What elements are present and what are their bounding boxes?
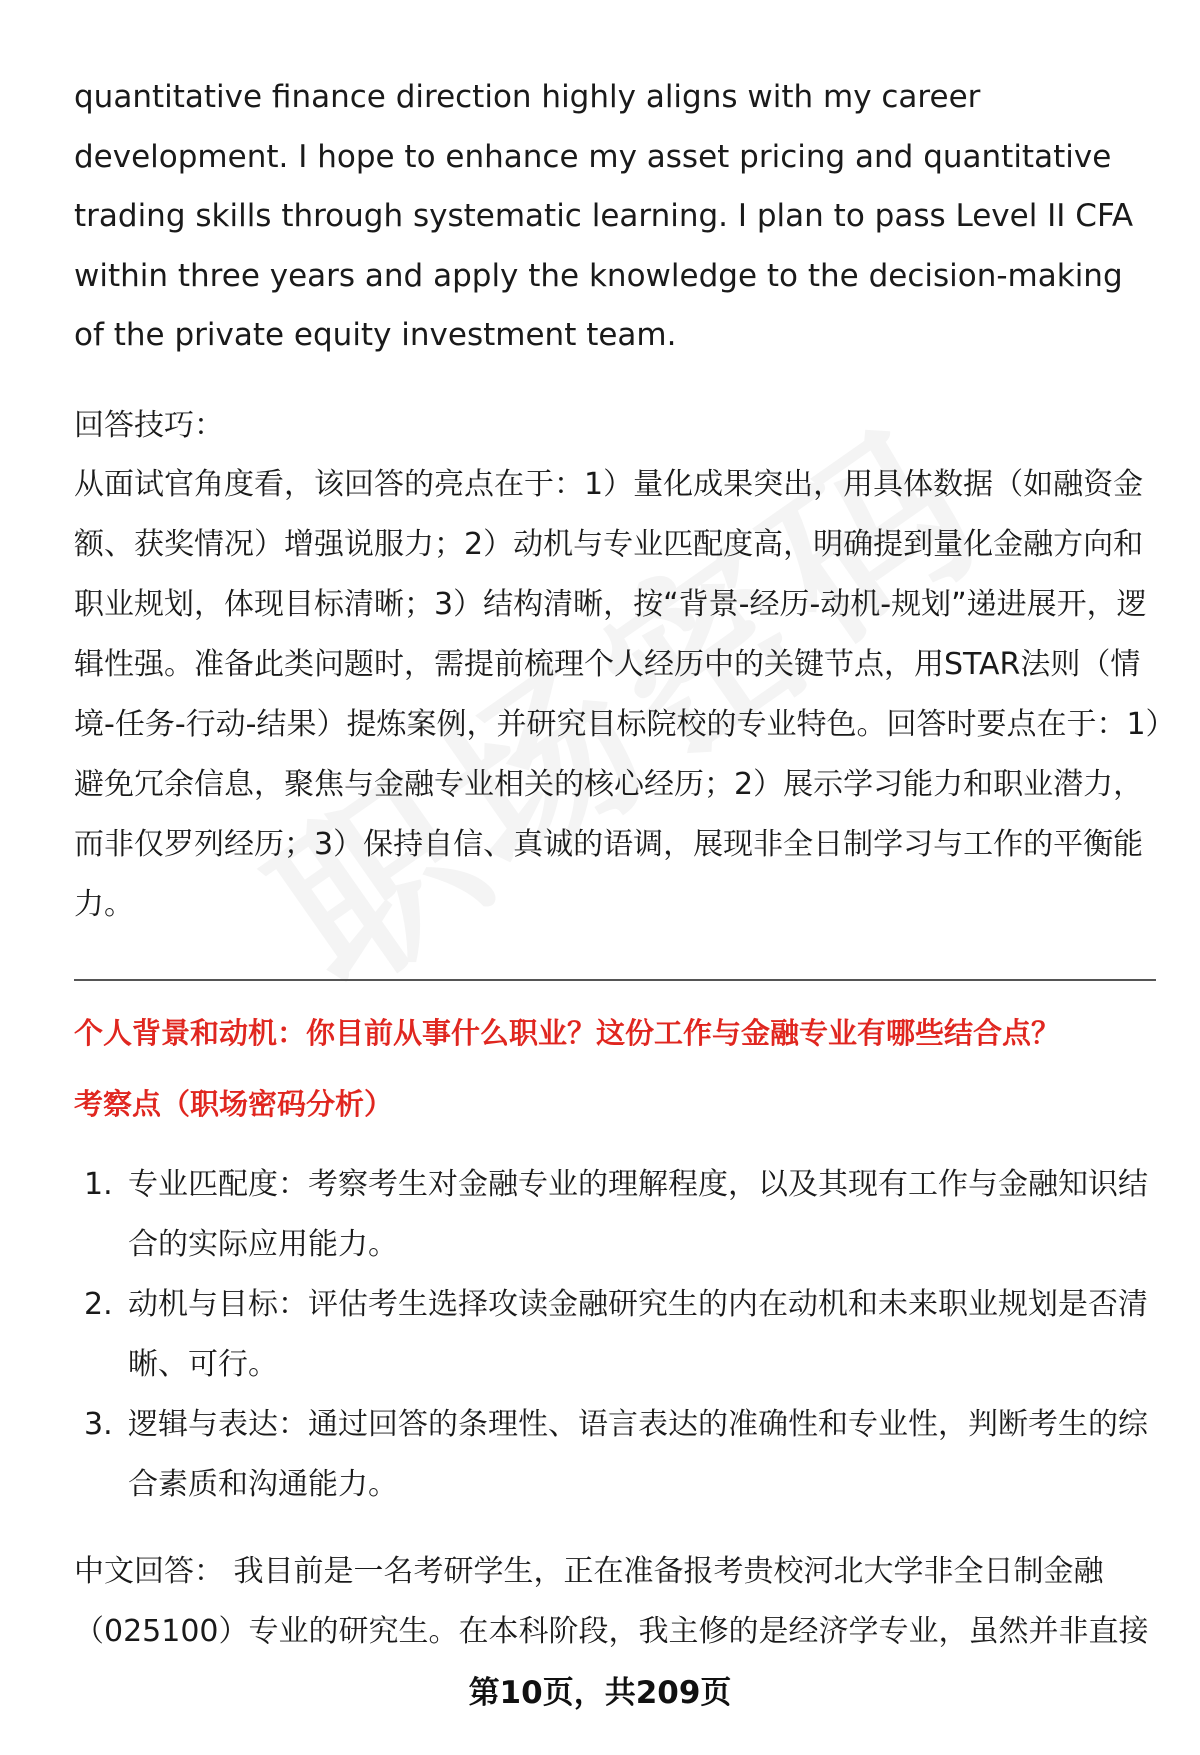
list-item bbox=[74, 1395, 1164, 1515]
list-number: 1. bbox=[84, 1167, 113, 1202]
assessment-heading: 考察点（职场密码分析） bbox=[74, 1087, 394, 1121]
list-item-text: 逻辑与表达：通过回答的条理性、语言表达的准确性和专业性，判断考生的综合素质和沟通能力。 bbox=[128, 1407, 1148, 1502]
section-divider bbox=[74, 979, 1156, 981]
question-heading: 个人背景和动机：你目前从事什么职业？这份工作与金融专业有哪些结合点？ bbox=[74, 1016, 1061, 1050]
assessment-points-list bbox=[74, 1155, 1164, 1515]
list-item bbox=[74, 1275, 1164, 1395]
list-number: 2. bbox=[84, 1287, 113, 1322]
english-answer-paragraph: quantitative finance direction highly aligns with my career development. I hope to enhance my asset pricing and quantitative trading skills through systematic learning. I plan to pass Level II CFA within three years and apply the knowledge to the decision-making of the private equity investment team. bbox=[74, 79, 1134, 353]
list-number: 3. bbox=[84, 1407, 113, 1442]
chinese-answer-paragraph: 中文回答： 我目前是一名考研学生，正在准备报考贵校河北大学非全日制金融（025100）专业的研究生。在本科阶段，我主修的是经济学专业，虽然并非直接 bbox=[74, 1554, 1149, 1649]
list-item bbox=[74, 1155, 1164, 1275]
page-footer: 第10页，共209页 bbox=[468, 1675, 732, 1711]
tips-label: 回答技巧： bbox=[74, 408, 224, 443]
list-item-text: 动机与目标：评估考生选择攻读金融研究生的内在动机和未来职业规划是否清晰、可行。 bbox=[128, 1287, 1148, 1382]
list-item-text: 专业匹配度：考察考生对金融专业的理解程度，以及其现有工作与金融知识结合的实际应用能力。 bbox=[128, 1167, 1148, 1262]
tips-body: 从面试官角度看，该回答的亮点在于：1）量化成果突出，用具体数据（如融资金额、获奖情况）增强说服力；2）动机与专业匹配度高，明确提到量化金融方向和职业规划，体现目标清晰；3）结构清晰，按“背景-经历-动机-规划”递进展开，逻辑性强。准备此类问题时，需提前梳理个人经历中的关键节点，用STAR法则（情境-任务-行动-结果）提炼案例，并研究目标院校的专业特色。回答时要点在于：1）避免冗余信息，聚焦与金融专业相关的核心经历；2）展示学习能力和职业潜力，而非仅罗列经历；3）保持自信、真诚的语调，展现非全日制学习与工作的平衡能力。 bbox=[74, 467, 1161, 922]
